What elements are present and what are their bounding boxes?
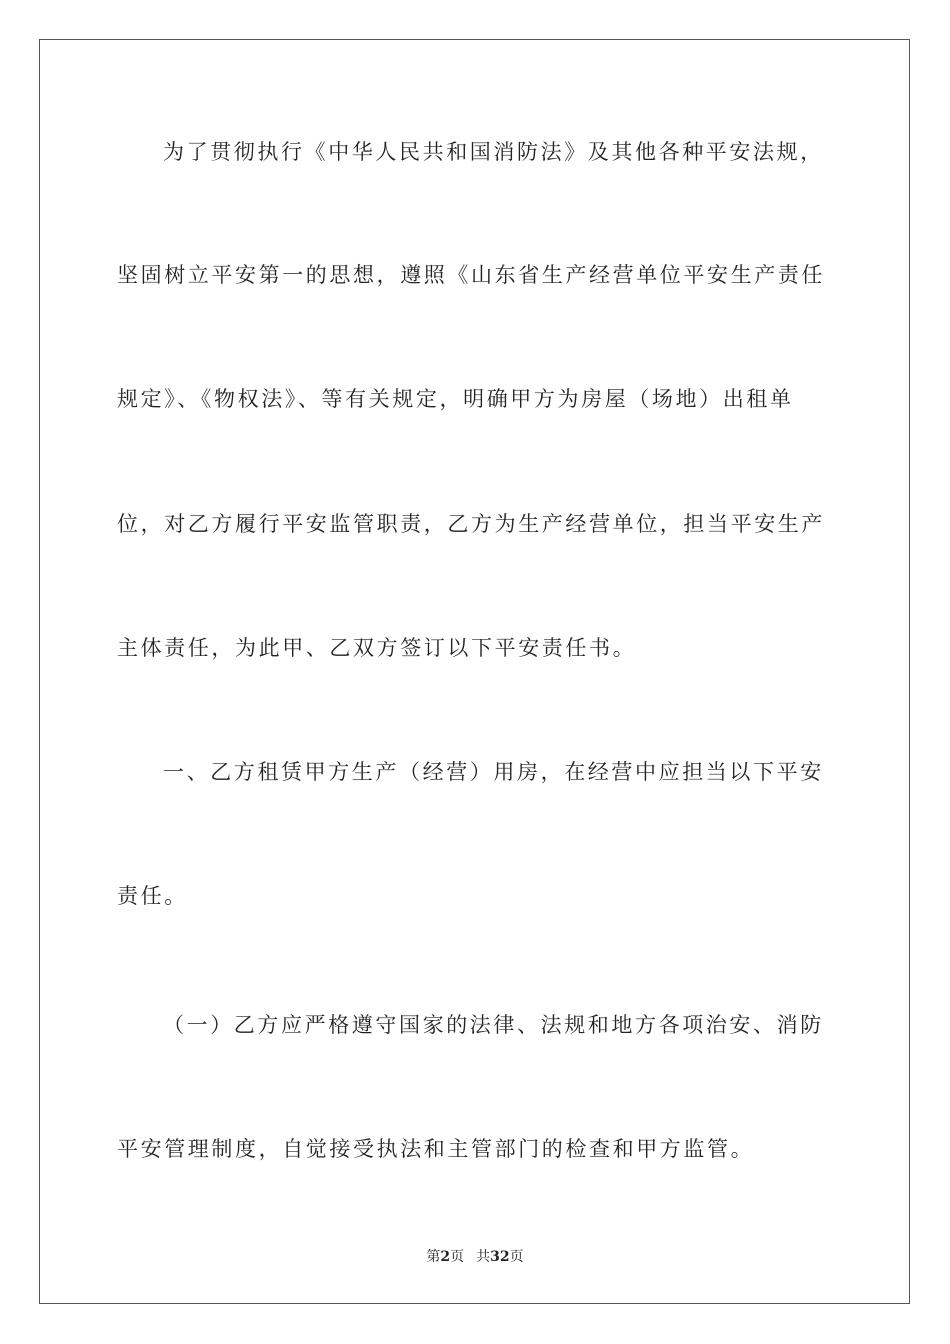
- paragraph-1-line-2: 坚固树立平安第一的思想，遵照《山东省生产经营单位平安生产责任: [117, 263, 825, 287]
- paragraph-1-line-5: 主体责任，为此甲、乙双方签订以下平安责任书。: [117, 636, 637, 660]
- footer-page-suffix: 页: [450, 1249, 465, 1265]
- page-footer: [0, 1248, 950, 1266]
- paragraph-3-line-1: （一）乙方应严格遵守国家的法律、法规和地方各项治安、消防: [163, 1013, 824, 1037]
- footer-total-prefix: 共: [476, 1249, 491, 1265]
- paragraph-3-line-2: 平安管理制度，自觉接受执法和主管部门的检查和甲方监管。: [117, 1137, 755, 1161]
- paragraph-1-line-4: 位，对乙方履行平安监管职责，乙方为生产经营单位，担当平安生产: [117, 512, 825, 536]
- paragraph-2-line-1: 一、乙方租赁甲方生产（经营）用房，在经营中应担当以下平安: [163, 760, 824, 784]
- footer-page-number: 2: [440, 1249, 451, 1265]
- footer-page-prefix: 第: [426, 1249, 441, 1265]
- footer-total-suffix: 页: [509, 1249, 524, 1265]
- page-border: [39, 39, 910, 1304]
- paragraph-1-line-1: 为了贯彻执行《中华人民共和国消防法》及其他各种平安法规，: [163, 140, 824, 164]
- paragraph-2-line-2: 责任。: [117, 884, 188, 908]
- footer-total-pages: 32: [490, 1249, 510, 1265]
- paragraph-1-line-3: 规定》、《物权法》、等有关规定，明确甲方为房屋（场地）出租单: [117, 387, 794, 411]
